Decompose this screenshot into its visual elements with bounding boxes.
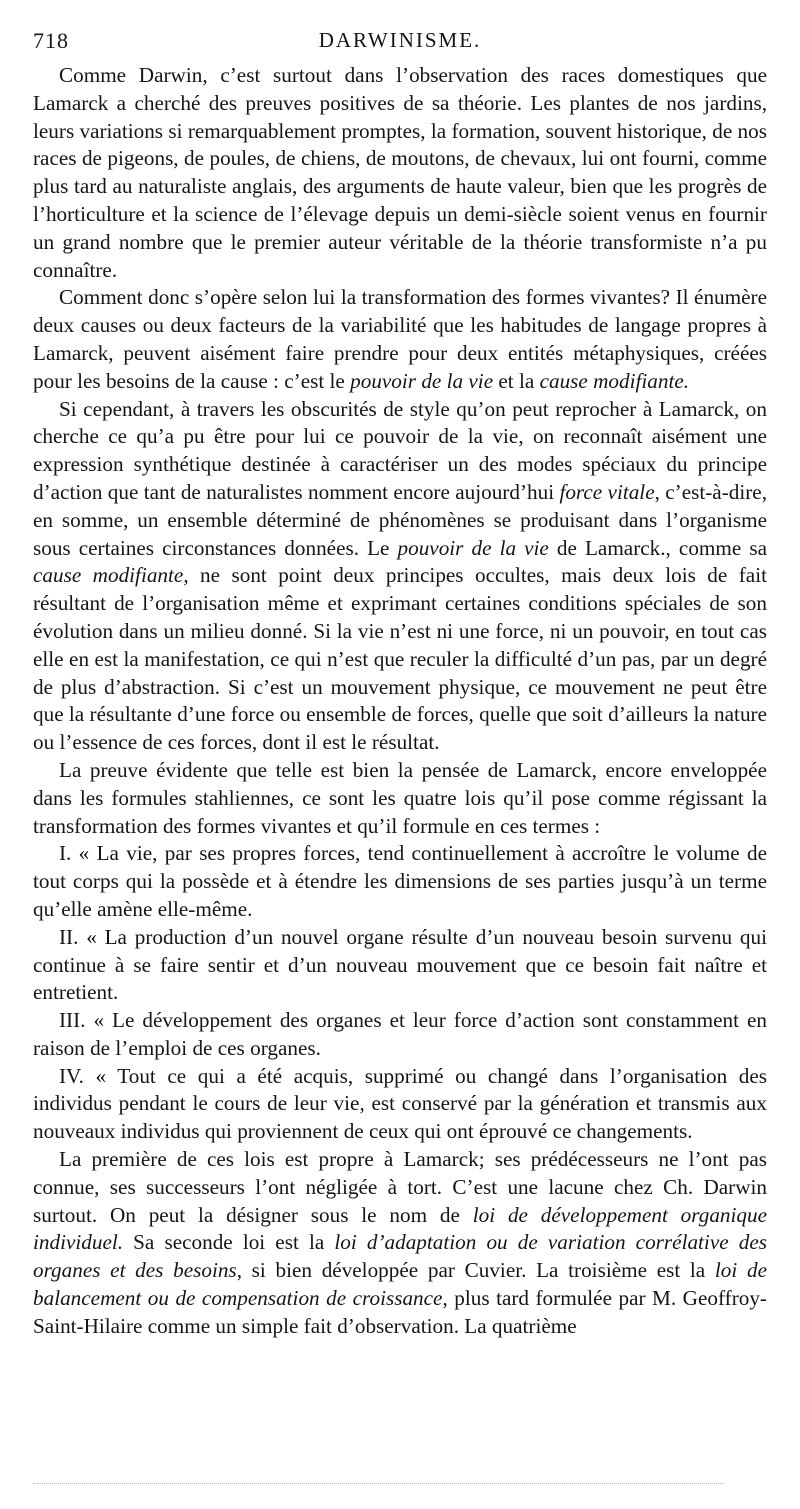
paragraph bbox=[33, 62, 767, 284]
italic-text: pouvoir de la vie bbox=[350, 368, 494, 393]
text-run: IV. « Tout ce qui a été acquis, supprimé ou changé dans l’organisation des individus pendant le cours de leur vie, est conservé par la génération et transmis aux nouveaux individus qui proviennent de ceux qui ont éprouvé ce changements. bbox=[33, 1063, 767, 1144]
book-page bbox=[33, 28, 767, 1483]
text-run: La première de ces lois est propre à Lamarck; ses prédécesseurs ne l’ont pas connue, ses successeurs l’ont négligée à tort. C’est une lacune chez Ch. Darwin surtout. On peut la désigner sous le nom de bbox=[33, 1147, 767, 1227]
page-number: 718 bbox=[33, 28, 69, 53]
italic-text: loi d’adaptation ou de variation corrélative des organes et des besoins bbox=[33, 1230, 767, 1283]
text-run: de Lamarck., comme sa bbox=[548, 535, 768, 560]
paragraph bbox=[33, 757, 767, 840]
text-run: Comme Darwin, c’est surtout dans l’observation des races domestiques que Lamarck a cherché des preuves positives de sa théorie. Les plantes de nos jardins, leurs variations si remarquablement promptes, la formation, souvent historique, de nos races de pigeons, de poules, de chiens, de moutons, de chevaux, lui ont fourni, comme plus tard au naturaliste anglais, des arguments de haute valeur, bien que les progrès de l’horticulture et la science de l’élevage depuis un demi-siècle soient venus en fournir un grand nombre que le premier auteur véritable de la théorie transformiste n’a pu connaître. bbox=[33, 63, 767, 282]
text-run: Comment donc s’opère selon lui la transformation des formes vivantes? Il énumère deux causes ou deux facteurs de la variabilité que les habitudes de langage propres à Lamarck, peuvent aisément faire prendre pour deux entités métaphysiques, créées pour les besoins de la cause : c’est le bbox=[33, 285, 767, 393]
italic-text: loi de balancement ou de compensation de croissance bbox=[33, 1258, 767, 1311]
italic-text: cause modifiante. bbox=[539, 368, 690, 393]
running-title: DARWINISME. bbox=[318, 28, 482, 52]
text-run: , ne sont point deux principes occultes, mais deux lois de fait résultant de l’organisation même et exprimant certaines conditions spéciales de son évolution dans un milieu donné. Si la vie n’est ni une force, ni un pouvoir, en tout cas elle en est la manifestation, ce qui n’est que reculer la difficulté d’un pas, par un degré de plus d’abstraction. Si c’est un mouvement physique, ce mouvement ne peut être que la résultante d’une force ou ensemble de forces, quelle que soit d’ailleurs la nature ou l’essence de ces forces, dont il est le résultat. bbox=[33, 563, 767, 755]
text-run: Sa seconde loi est la bbox=[123, 1230, 335, 1255]
text-run: La preuve évidente que telle est bien la pensée de Lamarck, encore enveloppée dans les formules stahliennes, ce sont les quatre lois qu’il pose comme régissant la transformation des formes vivantes et qu’il formule en ces termes : bbox=[33, 757, 767, 838]
page-header bbox=[33, 28, 767, 62]
text-run: , plus tard formulée par M. Geoffroy-Saint-Hilaire comme un simple fait d’observation. La quatrième bbox=[33, 1286, 767, 1338]
italic-text: loi de développement organique individuel. bbox=[33, 1202, 767, 1255]
text-run: , c’est-à-dire, en somme, un ensemble déterminé de phénomènes se produisant dans l’organisme sous certaines circonstances données. Le bbox=[33, 479, 768, 560]
paragraph bbox=[33, 1007, 767, 1063]
footer-dotted-rule bbox=[33, 1483, 723, 1484]
paragraph bbox=[33, 1063, 767, 1146]
italic-text: cause modifiante bbox=[33, 563, 184, 588]
text-run: , si bien développée par Cuvier. La troisième est la bbox=[236, 1258, 715, 1283]
paragraph bbox=[33, 284, 767, 395]
text-run: I. « La vie, par ses propres forces, tend continuellement à accroître le volume de tout corps qui la possède et à étendre les dimensions de ses parties jusqu’à un terme qu’elle amène elle-même. bbox=[33, 841, 767, 921]
text-run: et la bbox=[493, 368, 540, 393]
italic-text: pouvoir de la vie bbox=[397, 535, 549, 560]
text-run: II. « La production d’un nouvel organe résulte d’un nouveau besoin survenu qui continue à se faire sentir et d’un nouveau mouvement que ce besoin fait naître et entretient. bbox=[33, 924, 767, 1005]
text-run: Si cependant, à travers les obscurités de style qu’on peut reprocher à Lamarck, on cherche ce qu’a pu être pour lui ce pouvoir de la vie, on reconnaît aisément une expression synthétique destinée à caractériser un des modes spéciaux du principe d’action que tant de naturalistes nomment encore aujourd’hui bbox=[33, 396, 767, 504]
italic-text: force vitale bbox=[559, 479, 655, 504]
paragraph bbox=[33, 924, 767, 1007]
paragraph bbox=[33, 396, 767, 757]
paragraph bbox=[33, 840, 767, 923]
paragraph bbox=[33, 1146, 767, 1341]
body-text bbox=[33, 62, 767, 1341]
text-run: III. « Le développement des organes et leur force d’action sont constamment en raison de l’emploi de ces organes. bbox=[33, 1008, 767, 1060]
